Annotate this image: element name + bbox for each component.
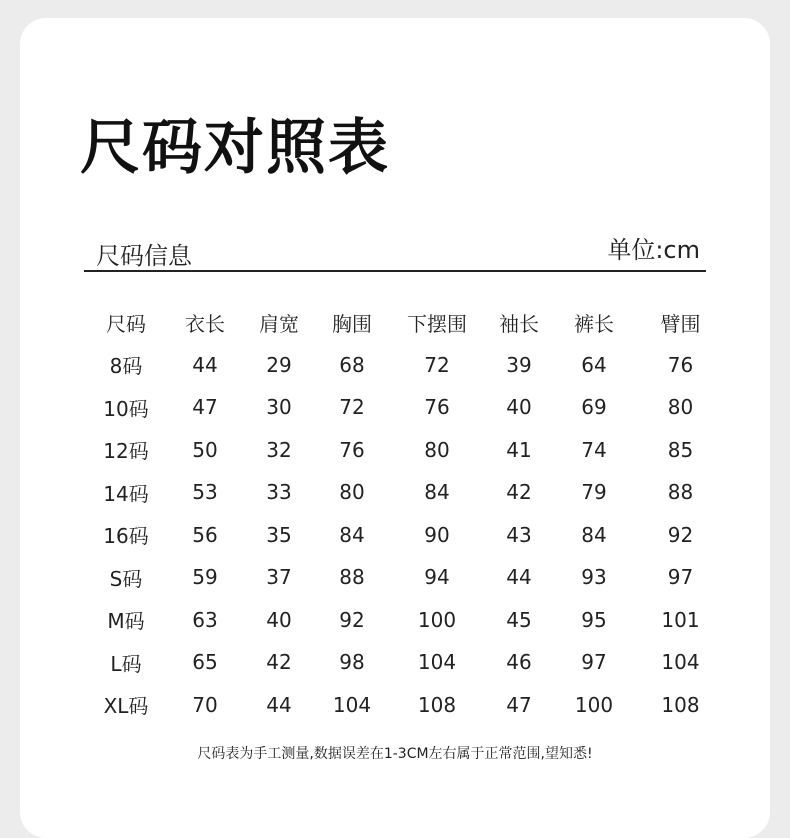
table-cell: 42: [506, 480, 532, 505]
table-cell: 14码: [103, 481, 149, 506]
table-cell: 101: [661, 607, 700, 632]
table-cell: 35: [266, 522, 292, 547]
table-cell: 42: [266, 650, 292, 675]
header-size: 尺码: [106, 311, 146, 336]
table-cell: 10码: [103, 396, 149, 421]
table-cell: 93: [581, 565, 607, 590]
table-cell: 43: [506, 522, 532, 547]
table-row: [84, 429, 725, 472]
table-cell: 44: [506, 565, 532, 590]
table-cell: 16码: [103, 524, 149, 549]
table-cell: 40: [506, 395, 532, 420]
table-cell: S码: [109, 566, 143, 591]
table-cell: 40: [266, 607, 292, 632]
table-row: [84, 386, 725, 429]
unit-label: 单位:cm: [607, 236, 700, 264]
table-cell: 92: [339, 607, 365, 632]
table-cell: 88: [667, 480, 694, 505]
header-pants-length: 裤长: [574, 311, 614, 336]
table-cell: 39: [506, 352, 532, 377]
table-cell: 8码: [109, 354, 143, 379]
table-cell: 84: [424, 480, 450, 505]
table-cell: 72: [339, 395, 365, 420]
table-cell: 72: [424, 352, 450, 377]
size-chart-card: [20, 18, 770, 838]
table-cell: 70: [192, 692, 218, 717]
table-cell: 100: [574, 692, 614, 717]
table-cell: 29: [266, 352, 292, 377]
table-row: [84, 599, 725, 642]
table-cell: 45: [506, 607, 532, 632]
table-cell: 88: [339, 565, 365, 590]
table-row: [84, 344, 725, 387]
table-cell: 108: [417, 692, 457, 717]
table-cell: 64: [581, 352, 607, 377]
table-cell: 50: [192, 437, 218, 462]
table-cell: 92: [667, 522, 694, 547]
table-cell: 76: [339, 437, 365, 462]
table-cell: 44: [266, 692, 292, 717]
table-row: [84, 514, 725, 557]
table-cell: 56: [192, 522, 218, 547]
table-cell: 79: [581, 480, 607, 505]
table-cell: 59: [192, 565, 218, 590]
table-cell: 80: [424, 437, 450, 462]
table-cell: 97: [667, 565, 694, 590]
header-shoulder: 肩宽: [259, 311, 299, 336]
table-cell: 46: [506, 650, 532, 675]
table-cell: XL码: [103, 694, 149, 719]
table-cell: 53: [192, 480, 218, 505]
header-sleeve: 袖长: [499, 311, 539, 336]
table-cell: 32: [266, 437, 292, 462]
table-cell: 90: [424, 522, 450, 547]
table-row: [84, 556, 725, 599]
table-cell: 104: [417, 650, 457, 675]
table-cell: 65: [192, 650, 218, 675]
header-chest: 胸围: [332, 311, 372, 336]
table-cell: 104: [661, 650, 700, 675]
table-row: [84, 641, 725, 684]
table-cell: 63: [192, 607, 218, 632]
table-cell: 80: [339, 480, 365, 505]
size-table: [84, 301, 725, 726]
table-cell: M码: [107, 609, 145, 634]
table-cell: 84: [339, 522, 365, 547]
table-cell: 97: [581, 650, 607, 675]
table-cell: 47: [506, 692, 532, 717]
table-cell: 68: [339, 352, 365, 377]
info-label: 尺码信息: [96, 242, 192, 270]
table-cell: 76: [667, 352, 694, 377]
header-length: 衣长: [185, 311, 225, 336]
table-cell: 104: [332, 692, 372, 717]
table-cell: 108: [661, 692, 700, 717]
table-cell: 30: [266, 395, 292, 420]
table-cell: 37: [266, 565, 292, 590]
table-cell: 12码: [103, 439, 149, 464]
table-cell: 84: [581, 522, 607, 547]
table-cell: 41: [506, 437, 532, 462]
table-header-row: [84, 301, 725, 344]
table-row: [84, 684, 725, 727]
table-row: [84, 471, 725, 514]
header-hem: 下摆围: [407, 311, 467, 336]
table-cell: 76: [424, 395, 450, 420]
table-cell: 74: [581, 437, 607, 462]
table-cell: 47: [192, 395, 218, 420]
table-cell: 100: [417, 607, 457, 632]
table-cell: 33: [266, 480, 292, 505]
table-cell: 80: [667, 395, 694, 420]
table-cell: 69: [581, 395, 607, 420]
page-title: 尺码对照表: [80, 113, 390, 183]
table-cell: 85: [667, 437, 694, 462]
table-cell: 44: [192, 352, 218, 377]
table-cell: 95: [581, 607, 607, 632]
table-cell: 98: [339, 650, 365, 675]
table-cell: 94: [424, 565, 450, 590]
table-cell: L码: [110, 651, 142, 676]
info-header: [84, 230, 706, 272]
header-arm: 臂围: [660, 311, 701, 336]
measurement-note: 尺码表为手工测量,数据误差在1-3CM左右属于正常范围,望知悉!: [197, 746, 593, 762]
